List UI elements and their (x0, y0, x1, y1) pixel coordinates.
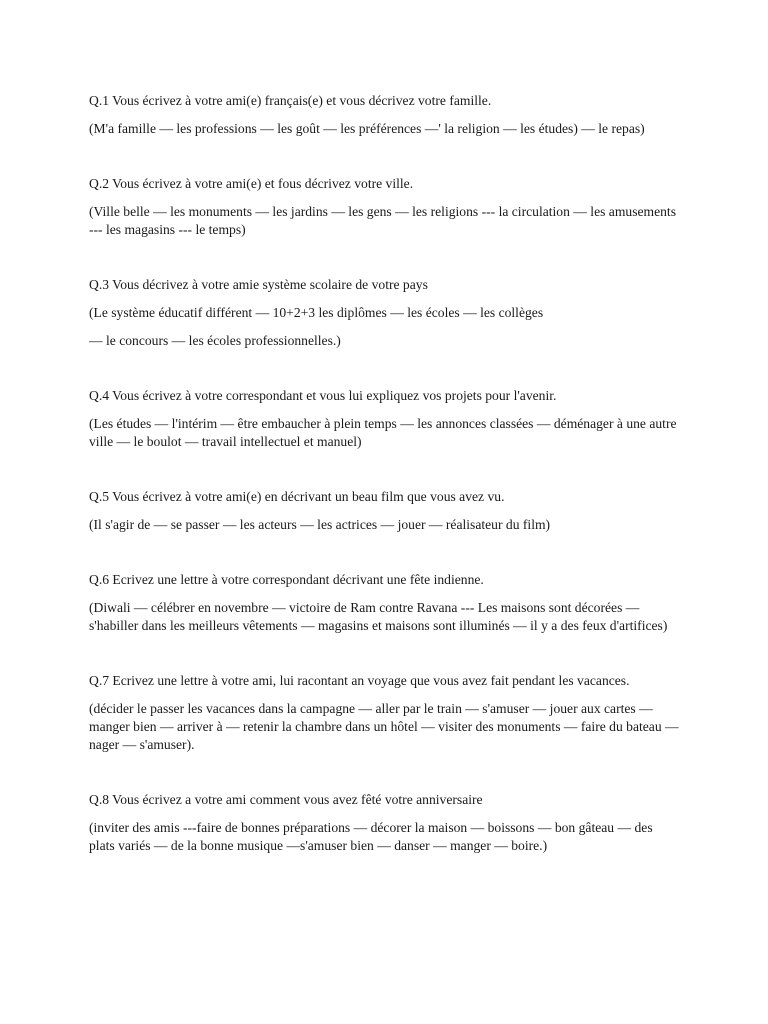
question-title: Q.4 Vous écrivez à votre correspondant et vous lui expliquez vos projets pour l'avenir. (89, 388, 557, 403)
question-title: Q.5 Vous écrivez à votre ami(e) en décrivant un beau film que vous avez vu. (89, 489, 505, 504)
question-4 (89, 387, 681, 451)
question-hint: (Il s'agir de — se passer — les acteurs — les actrices — jouer — réalisateur du film) (89, 517, 551, 532)
question-title: Q.2 Vous écrivez à votre ami(e) et fous décrivez votre ville. (89, 176, 414, 191)
question-title: Q.6 Ecrivez une lettre à votre correspondant décrivant une fête indienne. (89, 572, 484, 587)
question-title: Q.7 Ecrivez une lettre à votre ami, lui racontant an voyage que vous avez fait pendant les vacances. (89, 673, 630, 688)
question-7 (89, 672, 681, 754)
question-5 (89, 488, 681, 534)
question-1 (89, 92, 681, 138)
question-hint: — le concours — les écoles professionnelles.) (89, 333, 341, 348)
question-title: Q.8 Vous écrivez a votre ami comment vous avez fêté votre anniversaire (89, 792, 483, 807)
question-6 (89, 571, 681, 635)
question-hint: (Le système éducatif différent — 10+2+3 les diplômes — les écoles — les collèges (89, 305, 544, 320)
question-2 (89, 175, 681, 239)
question-hint: (M'a famille — les professions — les goût — les préférences —' la religion — les études) — le repas) (89, 121, 645, 136)
question-hint: (Les études — l'intérim — être embaucher à plein temps — les annonces classées — déménager à une autre ville — le boulot — travail intellectuel et manuel) (89, 416, 677, 449)
question-title: Q.3 Vous décrivez à votre amie système scolaire de votre pays (89, 277, 428, 292)
question-title: Q.1 Vous écrivez à votre ami(e) français(e) et vous décrivez votre famille. (89, 93, 492, 108)
question-3 (89, 276, 681, 350)
question-hint: (décider le passer les vacances dans la campagne — aller par le train — s'amuser — jouer aux cartes — manger bien — arriver à — retenir la chambre dans un hôtel — visiter des monuments — faire du bateau — nager — s'amuser). (89, 701, 679, 752)
question-8 (89, 791, 681, 855)
question-hint: (Diwali — célébrer en novembre — victoire de Ram contre Ravana --- Les maisons sont décorées — s'habiller dans les meilleurs vêtements — magasins et maisons sont illuminés — il y a des feux d'artifices) (89, 600, 668, 633)
question-hint: (Ville belle — les monuments — les jardins — les gens — les religions --- la circulation — les amusements --- les magasins --- le temps) (89, 204, 676, 237)
document-page (89, 92, 681, 855)
question-hint: (inviter des amis ---faire de bonnes préparations — décorer la maison — boissons — bon gâteau — des plats variés — de la bonne musique —s'amuser bien — danser — manger — boire.) (89, 820, 653, 853)
